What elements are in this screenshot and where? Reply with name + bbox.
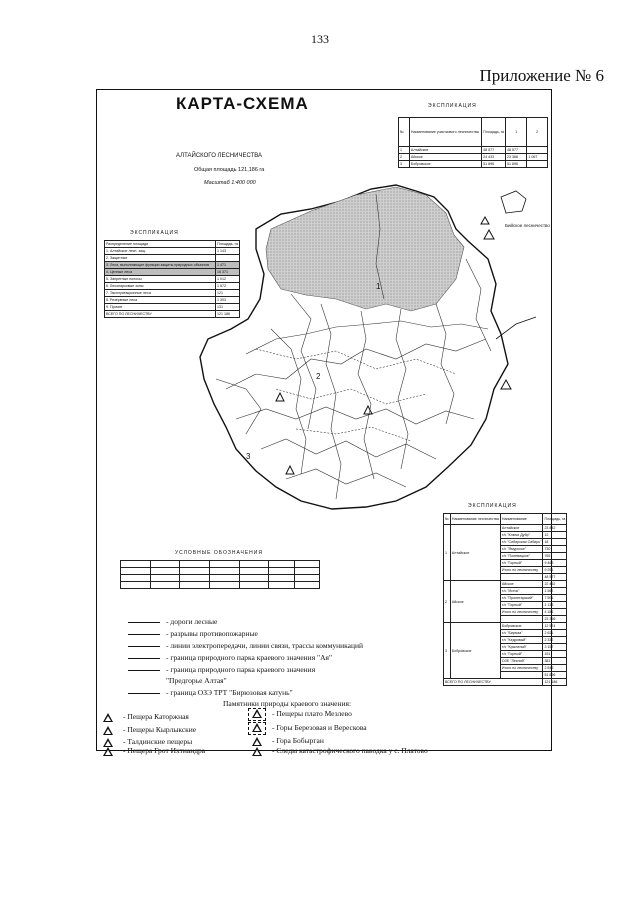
row-label-cell: 7. Эксплуатационные леса (105, 290, 216, 297)
monument-kyrlykskie: - Пещеры Кырлыкские (103, 725, 196, 735)
table-row (444, 623, 567, 630)
triangle-icon (103, 747, 113, 756)
table-row (105, 304, 240, 311)
table-row (105, 248, 240, 255)
left-explication-table (104, 240, 240, 318)
row-value-cell: 9 463 (543, 560, 567, 567)
monument-bobyrgan: - Гора Бобырган (252, 736, 324, 746)
row-value-cell: 22 452 (543, 581, 567, 588)
table-row (105, 269, 240, 276)
group-number-cell: 3 (444, 623, 451, 679)
row-value-cell: 2 621 (543, 630, 567, 637)
row-label-cell: 4. Ценные леса (105, 269, 216, 276)
row-label-cell (500, 574, 543, 581)
table-total-row (444, 679, 567, 686)
row-label-cell: т/с "Бирюза" (500, 630, 543, 637)
svg-text:3: 3 (246, 452, 251, 461)
row-label-cell: 9. Прочие (105, 304, 216, 311)
row-value-cell: 1 572 (216, 283, 240, 290)
legend-park-foothills: - граница природного парка краевого значения (128, 665, 315, 674)
row-value-cell: 121 (216, 290, 240, 297)
table-row (105, 255, 240, 262)
map-label-biysk: Бийское лесничество (505, 223, 550, 228)
group-name-cell: Бобровское (450, 623, 500, 679)
symbols-caption: УСЛОВНЫЕ ОБОЗНАЧЕНИЯ (175, 550, 263, 556)
row-value-cell (216, 255, 240, 262)
legend-park-foothills-name: "Предгорье Алтая" (166, 676, 227, 685)
header-cell: Наименование лесничества (450, 514, 500, 525)
table-row (105, 290, 240, 297)
monument-berezovaya: - Горы Березовая и Верескова (248, 722, 367, 735)
group-number-cell: 2 (444, 581, 451, 623)
header-cell: 2 (527, 118, 548, 147)
group-name-cell: Айское (450, 581, 500, 623)
header-cell: № (444, 514, 451, 525)
table-row: 2 Айское 24 433 23 366 1 067 (399, 154, 548, 161)
total-value-cell: 121 186 (543, 679, 567, 686)
row-label-cell: 8. Резервные леса (105, 297, 216, 304)
row-value-cell: 1 133 (543, 602, 567, 609)
row-value-cell: 121 186 (216, 311, 240, 318)
top-explication-table (398, 117, 548, 168)
row-value-cell: 9 251 (543, 567, 567, 574)
legend-power-lines: - линии электропередачи, линии связи, трассы коммуникаций (128, 641, 363, 650)
header-cell: 1 (506, 118, 527, 147)
triangle-icon (252, 737, 262, 746)
monument-ikhtiandr: - Пещера Грот Ихтиандра (103, 746, 205, 756)
legend-fire-breaks: - разрывы противопожарные (128, 629, 258, 638)
monument-mezlevo: - Пещеры плато Мезлево (248, 708, 352, 721)
row-value-cell: 1 012 (216, 276, 240, 283)
boxed-triangle-icon (248, 722, 266, 735)
row-label-cell: 3. Леса, выполняющие функции защиты природных объектов (105, 262, 216, 269)
legend-park-aya: - граница природного парка краевого значения "Ая" (128, 653, 332, 662)
header-cell: Площадь, га (482, 118, 506, 147)
boxed-triangle-icon (248, 708, 266, 721)
monument-katorzhnaya: - Пещера Каторжная (103, 712, 189, 722)
row-label-cell: т/с "Полевицкое" (500, 553, 543, 560)
header-cell: № (399, 118, 410, 147)
appendix-label: Приложение № 6 (479, 66, 604, 85)
row-label-cell: 1. Алтайское лесн. защ. (105, 248, 216, 255)
row-label-cell: т/с "Исток" (500, 588, 543, 595)
map-scale: Масштаб 1:400 000 (204, 180, 256, 186)
monument-platovo-flood: - Следы катастрофического паводка у с. Платово (252, 746, 428, 756)
group-name-cell: Алтайское (450, 525, 500, 581)
left-table-caption: ЭКСПЛИКАЦИЯ (130, 230, 179, 236)
header-cell: Наименование участкового лесничества (409, 118, 481, 147)
row-value-cell: 23 366 (543, 616, 567, 623)
row-value-cell: Площадь, га (217, 242, 238, 246)
row-value-cell: 2 545 (543, 665, 567, 672)
row-label-cell: Алтайское (500, 525, 543, 532)
row-label-cell: т/с "Ключи Дубр" (500, 532, 543, 539)
forestry-name: АЛТАЙСКОГО ЛЕСНИЧЕСТВА (176, 153, 263, 159)
row-label-cell: т/с "Горный" (500, 560, 543, 567)
row-label-cell: Итого по лесничеству (500, 609, 543, 616)
row-label-cell: 6. Лесопарковые зоны (105, 283, 216, 290)
row-value-cell: 1 303 (216, 297, 240, 304)
table-row (105, 311, 240, 318)
table-row (105, 276, 240, 283)
row-label-cell: т/с "Горный" (500, 602, 543, 609)
map-title: КАРТА-СХЕМА (176, 94, 309, 113)
row-label-cell: ОЗЕ "Лесной" (500, 658, 543, 665)
table-row (105, 297, 240, 304)
group-number-cell: 1 (444, 525, 451, 581)
row-value-cell: 730 (543, 546, 567, 553)
row-value-cell: 51 896 (543, 672, 567, 679)
svg-text:2: 2 (316, 372, 321, 381)
total-label-cell: ВСЕГО ПО ЛЕСНИЧЕСТВУ (444, 679, 543, 686)
forest-shaded-area (266, 187, 464, 311)
triangle-icon (103, 713, 113, 722)
legend-forest-roads: - дороги лесные (128, 617, 217, 626)
row-value-cell: 16 371 (216, 269, 240, 276)
table-row (444, 581, 567, 588)
header-cell: Площадь, га (543, 514, 567, 525)
row-label-cell: Бобровское (500, 623, 543, 630)
total-area: Общая площадь 121,186 га (194, 167, 265, 173)
row-value-cell: 3 157 (543, 644, 567, 651)
row-label-cell: 5. Запретные полосы (105, 276, 216, 283)
symbols-table (120, 560, 320, 589)
table-row (105, 283, 240, 290)
page-number: 133 (311, 32, 329, 46)
row-value-cell: 7 501 (543, 595, 567, 602)
row-value-cell: 765 (543, 553, 567, 560)
header-cell: Наименование (500, 514, 543, 525)
table-row: 1 Алтайское 48 577 48 577 (399, 147, 548, 154)
legend-ozeh-boundary: - граница ОЗЭ ТРТ "Бирюзовая катунь" (128, 688, 293, 697)
row-label-cell (500, 616, 543, 623)
row-label-cell: Распределение площади (105, 241, 216, 248)
row-label-cell: Итого по лесничеству (500, 665, 543, 672)
row-label-cell: Итого по лесничеству (500, 567, 543, 574)
row-label-cell: т/с "Горный" (500, 651, 543, 658)
row-value-cell: 381 (543, 658, 567, 665)
row-label-cell: т/с "Кедровый" (500, 637, 543, 644)
row-label-cell: т/с "Крылатый" (500, 644, 543, 651)
row-value-cell: 1 562 (543, 588, 567, 595)
table-header-row (444, 514, 567, 525)
row-value-cell: 2 332 (543, 637, 567, 644)
row-value-cell: 151 (543, 651, 567, 658)
bottom-table-caption: ЭКСПЛИКАЦИЯ (468, 503, 517, 509)
row-value-cell: 12 (543, 532, 567, 539)
row-label-cell: т/с "Сибирская Сибирь" (501, 540, 542, 544)
row-value-cell: 18 (543, 539, 567, 546)
row-value-cell: 12 574 (543, 623, 567, 630)
top-table-caption: ЭКСПЛИКАЦИЯ (428, 103, 477, 109)
row-label-cell: т/с "Ямурское" (500, 546, 543, 553)
triangle-icon (103, 726, 113, 735)
table-row (105, 241, 240, 248)
row-value-cell: 1 471 (216, 262, 240, 269)
table-row: 3 Бобровское 51 896 51 896 (399, 161, 548, 168)
row-value-cell: 4 181 (543, 609, 567, 616)
monuments-title: Памятники природы краевого значения: (223, 699, 352, 708)
monument-taldinskie: - Талдинские пещеры (103, 737, 192, 747)
row-label-cell: т/с "Пролетарский" (500, 595, 543, 602)
row-value-cell: 131 (216, 304, 240, 311)
table-row (105, 262, 240, 269)
separate-parcel (501, 191, 526, 213)
triangle-icon (252, 747, 262, 756)
svg-text:1: 1 (376, 282, 381, 291)
bottom-explication-table (443, 513, 567, 686)
row-label-cell: ВСЕГО ПО ЛЕСНИЧЕСТВУ (105, 311, 216, 318)
row-value-cell: 23 842 (543, 525, 567, 532)
row-value-cell: 48 577 (543, 574, 567, 581)
row-label-cell: Айское (500, 581, 543, 588)
table-row (444, 525, 567, 532)
row-label-cell: 2. Защитные (105, 255, 216, 262)
row-label-cell (500, 672, 543, 679)
row-value-cell: 1 143 (216, 248, 240, 255)
